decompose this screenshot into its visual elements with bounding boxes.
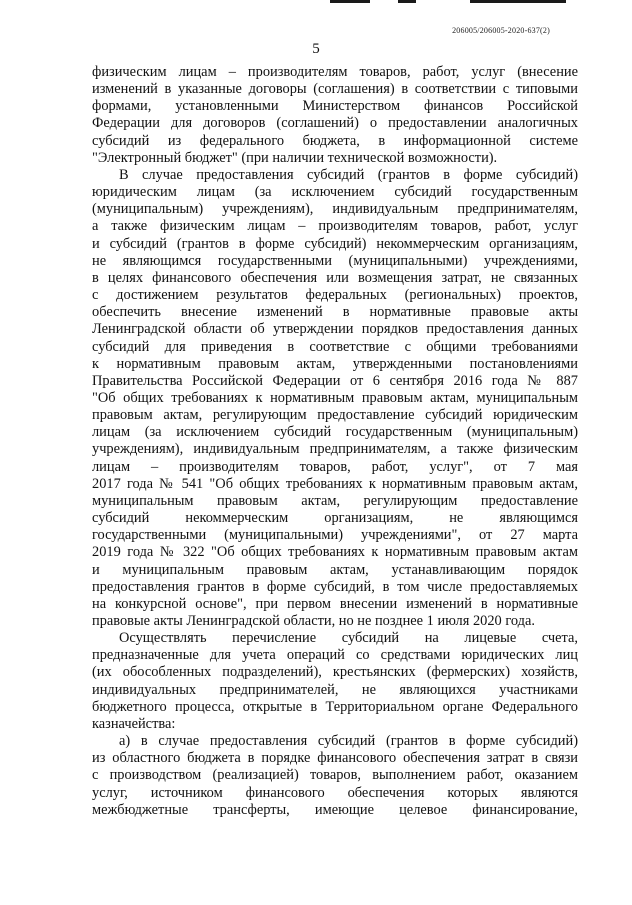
text-line: в целях финансового обеспечения или возмещения затрат, не связанных (92, 269, 578, 286)
text-line: из областного бюджета в порядке финансового обеспечения затрат в связи (92, 750, 578, 767)
text-line: правовым актам, регулирующим предоставление субсидий юридическим (92, 407, 578, 424)
text-line: Осуществлять перечисление субсидий на лицевые счета, (119, 630, 578, 647)
text-line: с производством (реализацией) товаров, выполнением работ, оказанием (92, 767, 578, 784)
text-line: физическим лицам – производителям товаров, работ, услуг (внесение (92, 64, 578, 80)
text-line: "Об общих требованиях к нормативным правовым актам, муниципальным (92, 389, 578, 406)
text-line: и субсидий (грантов в форме субсидий) некоммерческим организациям, (92, 235, 578, 252)
text-line: "Электронный бюджет" (при наличии технической возможности). (92, 149, 498, 166)
text-line: (их обособленных подразделений), крестьянских (фермерских) хозяйств, (92, 664, 578, 681)
document-id: 206005/206005-2020-637(2) (452, 26, 550, 35)
text-line: правовые акты Ленинградской области, но не позднее 1 июля 2020 года. (92, 613, 535, 629)
text-line: Ленинградской области об утверждении порядков предоставления данных (92, 321, 578, 338)
scan-edge-mark-3 (470, 0, 566, 3)
text-line: лицам (за исключением субсидий государственным (муниципальным) (92, 424, 578, 441)
scan-edge-mark-2 (398, 0, 416, 3)
text-line: казначейства: (92, 715, 176, 732)
text-line: не являющимся государственными (муниципальными) учреждениями, (92, 252, 578, 269)
text-line: и муниципальным правовым актам, устанавливающим порядок (92, 561, 578, 578)
text-line: предназначенные для учета операций со средствами юридических лиц (92, 647, 578, 664)
text-line: муниципальным правовым актам, регулирующим предоставление (92, 492, 578, 509)
text-line: а) в случае предоставления субсидий (грантов в форме субсидий) (119, 733, 578, 750)
page-number: 5 (312, 41, 320, 57)
text-line: субсидий для приведения в соответствие с общими требованиями (92, 338, 578, 355)
text-line: юридическим лицам (за исключением субсидий государственным (92, 184, 578, 201)
text-line: с достижением результатов федеральных (региональных) проектов, (92, 287, 578, 304)
scan-edge-mark-1 (330, 0, 370, 3)
text-line: услуг, источником финансового обеспечения которых являются (92, 784, 578, 801)
text-line: учреждениям), индивидуальным предпринимателям, а также физическим (92, 441, 578, 458)
text-line: обеспечить внесение изменений в нормативные правовые акты (92, 304, 578, 321)
text-line: государственными (муниципальными) учреждениями", от 27 марта (92, 527, 578, 544)
text-line: лицам – производителям товаров, работ, услуг", от 7 мая (92, 458, 578, 475)
text-line: на конкурсной основе", при первом внесении изменений в нормативные (92, 595, 578, 612)
text-line: а также физическим лицам – производителям товаров, работ, услуг (92, 218, 578, 235)
text-line: к нормативным правовым актам, утвержденными постановлениями (92, 355, 578, 372)
text-line: формами, установленными Министерством финансов Российской (92, 98, 578, 115)
text-line: Федерации для договоров (соглашений) о предоставлении аналогичных (92, 115, 578, 132)
text-line: предоставления грантов в форме субсидий, в том числе предоставляемых (92, 578, 578, 595)
text-line: Правительства Российской Федерации от 6 сентября 2016 года № 887 (92, 372, 578, 389)
text-line: бюджетного процесса, открытые в Территориальном органе Федерального (92, 698, 578, 715)
text-line: межбюджетные трансферты, имеющие целевое финансирование, (92, 801, 578, 818)
document-body (92, 64, 578, 819)
text-line: 2019 года № 322 "Об общих требованиях к нормативным правовым актам (92, 544, 578, 561)
text-line: изменений в указанные договоры (соглашения) в соответствии с типовыми (92, 81, 578, 98)
text-line: индивидуальных предпринимателей, не являющихся участниками (92, 681, 578, 698)
text-line: субсидий из федерального бюджета, в информационной системе (92, 132, 578, 149)
text-line: (муниципальным) учреждениям), индивидуальным предпринимателям, (92, 201, 578, 218)
text-line: субсидий некоммерческим организациям, не являющимся (92, 510, 578, 527)
text-line: 2017 года № 541 "Об общих требованиях к нормативным правовым актам, (92, 475, 578, 492)
text-line: В случае предоставления субсидий (грантов в форме субсидий) (119, 166, 578, 183)
